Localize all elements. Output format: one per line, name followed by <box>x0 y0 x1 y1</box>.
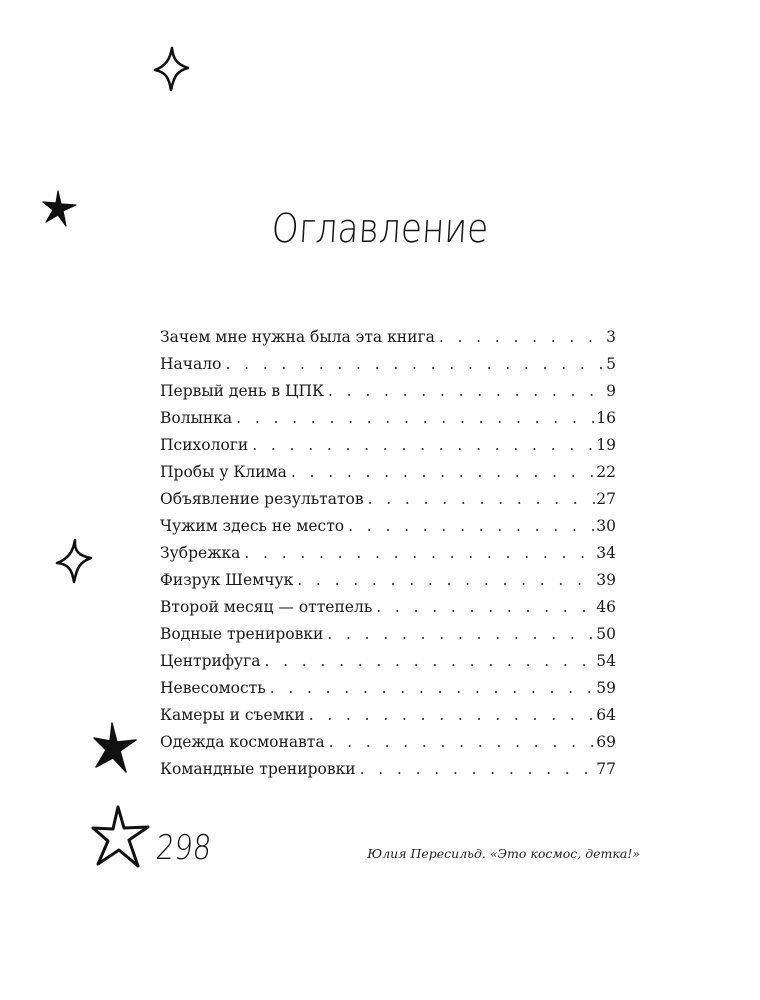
toc-entry-title: Водные тренировки <box>160 625 324 643</box>
toc-entry-title: Зубрежка <box>160 544 241 562</box>
star-filled-icon <box>90 720 140 776</box>
toc-entry-title: Начало <box>160 355 222 373</box>
toc-entry-page: 54 <box>596 652 616 670</box>
toc-dot-leader <box>439 328 606 346</box>
toc-dot-leader <box>360 760 597 778</box>
toc-entry[interactable] <box>160 355 616 382</box>
toc-entry-page: 39 <box>596 571 616 589</box>
toc-dot-leader <box>244 544 596 562</box>
toc-entry-page: 50 <box>596 625 616 643</box>
toc-entry[interactable] <box>160 571 616 598</box>
toc-entry-page: 59 <box>596 679 616 697</box>
toc-entry-page: 16 <box>596 409 616 427</box>
toc-entry-page: 30 <box>596 517 616 535</box>
sparkle-outline-icon <box>52 536 96 586</box>
toc-entry-title: Психологи <box>160 436 249 454</box>
toc-entry-page: 5 <box>606 355 616 373</box>
toc-entry[interactable] <box>160 760 616 787</box>
star-outline-icon <box>88 802 154 874</box>
toc-entry-title: Пробы у Клима <box>160 463 287 481</box>
toc-entry-page: 46 <box>596 598 616 616</box>
toc-entry-page: 64 <box>596 706 616 724</box>
sparkle-outline-icon <box>150 44 194 94</box>
toc-dot-leader <box>291 463 596 481</box>
toc-entry-page: 19 <box>596 436 616 454</box>
toc-dot-leader <box>297 571 596 589</box>
toc-dot-leader <box>309 706 597 724</box>
page-number: 298 <box>153 828 214 868</box>
running-footer: Юлия Пересильд. «Это космос, детка!» <box>367 846 640 861</box>
toc-dot-leader <box>328 382 606 400</box>
toc-entry[interactable] <box>160 679 616 706</box>
toc-entry[interactable] <box>160 463 616 490</box>
toc-entry-title: Невесомость <box>160 679 266 697</box>
toc-entry[interactable] <box>160 544 616 571</box>
toc-entry[interactable] <box>160 436 616 463</box>
toc-dot-leader <box>225 355 603 373</box>
toc-entry-title: Зачем мне нужна была эта книга <box>160 328 435 346</box>
toc-dot-leader <box>236 409 596 427</box>
toc-entry[interactable] <box>160 733 616 760</box>
toc-dot-leader <box>368 490 597 508</box>
toc-entry-page: 3 <box>606 328 616 346</box>
toc-entry[interactable] <box>160 625 616 652</box>
toc-entry[interactable] <box>160 490 616 517</box>
toc-dot-leader <box>376 598 596 616</box>
toc-entry-page: 77 <box>596 760 616 778</box>
toc-entry-title: Волынка <box>160 409 233 427</box>
toc-entry-title: Центрифуга <box>160 652 261 670</box>
toc-entry[interactable] <box>160 517 616 544</box>
toc-dot-leader <box>270 679 597 697</box>
toc-entry-page: 69 <box>596 733 616 751</box>
page-title: Оглавление <box>270 206 490 252</box>
toc-entry[interactable] <box>160 598 616 625</box>
toc-entry[interactable] <box>160 328 616 355</box>
toc-dot-leader <box>348 517 596 535</box>
toc-entry-title: Второй месяц — оттепель <box>160 598 373 616</box>
toc-entry-page: 27 <box>596 490 616 508</box>
toc-dot-leader <box>252 436 596 454</box>
toc-entry-title: Физрук Шемчук <box>160 571 294 589</box>
toc-dot-leader <box>329 733 597 751</box>
toc-dot-leader <box>264 652 596 670</box>
toc-entry-page: 9 <box>606 382 616 400</box>
toc-entry-title: Первый день в ЦПК <box>160 382 325 400</box>
toc-entry-title: Объявление результатов <box>160 490 364 508</box>
toc-entry[interactable] <box>160 706 616 733</box>
toc-entry-page: 34 <box>596 544 616 562</box>
toc-entry[interactable] <box>160 409 616 436</box>
toc-entry-title: Одежда космонавта <box>160 733 325 751</box>
toc-entry-title: Чужим здесь не место <box>160 517 345 535</box>
toc-entry[interactable] <box>160 652 616 679</box>
toc-entry-title: Командные тренировки <box>160 760 356 778</box>
toc-entry[interactable] <box>160 382 616 409</box>
table-of-contents <box>160 328 616 787</box>
toc-dot-leader <box>327 625 596 643</box>
toc-entry-page: 22 <box>596 463 616 481</box>
toc-entry-title: Камеры и съемки <box>160 706 305 724</box>
